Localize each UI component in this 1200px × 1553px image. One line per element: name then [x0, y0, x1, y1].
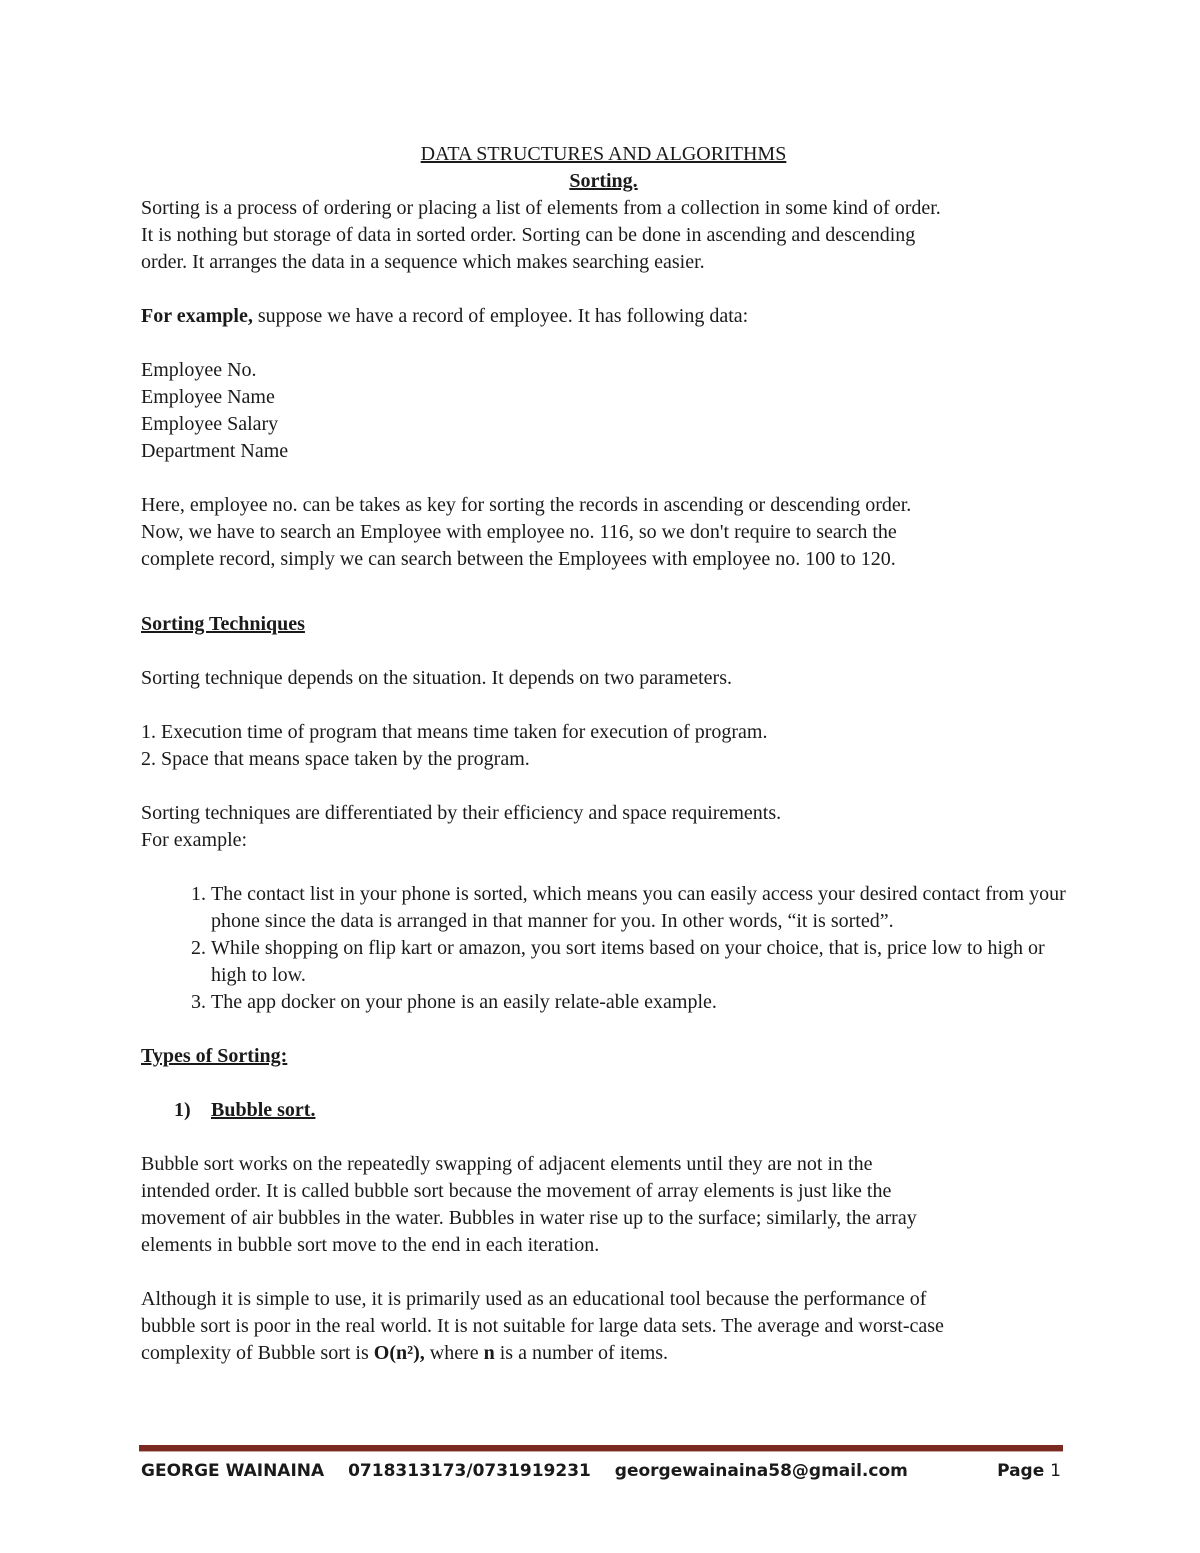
parameters-list — [141, 719, 1066, 773]
complexity-mid: where — [424, 1342, 484, 1364]
example-item: 3. The app docker on your phone is an easily relate-able example. — [211, 989, 1066, 1016]
type-number: 1) — [174, 1099, 191, 1121]
example-lead-bold: For example, — [141, 305, 253, 327]
document-subtitle: Sorting. — [569, 170, 638, 192]
bubble-paragraph-1 — [141, 1151, 1066, 1259]
footer-phones: 0718313173/0731919231 — [348, 1461, 591, 1481]
text-line: It is nothing but storage of data in sorted order. Sorting can be done in ascending and descending — [141, 224, 916, 246]
footer-contact — [141, 1459, 926, 1483]
text-line: elements in bubble sort move to the end in each iteration. — [141, 1234, 600, 1256]
for-example-text: For example: — [141, 829, 248, 851]
page-number-value: 1 — [1050, 1461, 1061, 1481]
intro-paragraph — [141, 195, 1066, 276]
examples-list — [141, 881, 1066, 1016]
footer-divider — [139, 1445, 1063, 1452]
footer-author: GEORGE WAINAINA — [141, 1461, 325, 1481]
page-label: Page — [997, 1461, 1045, 1481]
text-line: intended order. It is called bubble sort because the movement of array elements is just like the — [141, 1180, 892, 1202]
complexity-line — [141, 1340, 1066, 1367]
text-line: movement of air bubbles in the water. Bubbles in water rise up to the surface; similarly, the array — [141, 1207, 917, 1229]
field-item: Employee Name — [141, 386, 275, 408]
page-footer — [141, 1459, 1061, 1483]
differentiated-text: Sorting techniques are differentiated by their efficiency and space requirements. — [141, 802, 782, 824]
document-title: DATA STRUCTURES AND ALGORITHMS — [420, 143, 787, 165]
example-lead-rest: suppose we have a record of employee. It has following data: — [252, 305, 749, 327]
complexity-notation: O(n²), — [373, 1342, 425, 1364]
field-item: Employee No. — [141, 359, 257, 381]
type-heading-bubble-sort — [141, 1097, 1066, 1124]
page-number — [997, 1459, 1061, 1483]
text-line: bubble sort is poor in the real world. It is not suitable for large data sets. The average and worst-case — [141, 1315, 944, 1337]
complexity-n: n — [483, 1342, 495, 1364]
type-label: Bubble sort. — [211, 1099, 316, 1121]
employee-fields-list — [141, 357, 1066, 465]
text-line: Sorting is a process of ordering or placing a list of elements from a collection in some kind of order. — [141, 197, 941, 219]
example-item: 2. While shopping on flip kart or amazon, you sort items based on your choice, that is, price low to high or high to low. — [211, 935, 1066, 989]
techniques-heading: Sorting Techniques — [141, 613, 305, 635]
example-item: 1. The contact list in your phone is sorted, which means you can easily access your desired contact from your phone since the data is arranged in that manner for you. In other words, “it is sorted”. — [211, 881, 1066, 935]
field-item: Employee Salary — [141, 413, 279, 435]
parameter-item: 1. Execution time of program that means time taken for execution of program. — [141, 721, 768, 743]
text-line: Although it is simple to use, it is primarily used as an educational tool because the performance of — [141, 1288, 927, 1310]
types-heading: Types of Sorting: — [141, 1045, 288, 1067]
document-body — [141, 140, 1066, 1367]
text-line: Here, employee no. can be takes as key for sorting the records in ascending or descending order. — [141, 494, 912, 516]
example-lead — [141, 303, 1066, 330]
key-paragraph — [141, 492, 1066, 573]
parameter-item: 2. Space that means space taken by the program. — [141, 748, 530, 770]
techniques-intro: Sorting technique depends on the situation. It depends on two parameters. — [141, 667, 732, 689]
text-line: order. It arranges the data in a sequence which makes searching easier. — [141, 251, 705, 273]
text-line: Bubble sort works on the repeatedly swapping of adjacent elements until they are not in the — [141, 1153, 873, 1175]
bubble-paragraph-2 — [141, 1286, 1066, 1367]
text-line: Now, we have to search an Employee with employee no. 116, so we don't require to search the — [141, 521, 897, 543]
field-item: Department Name — [141, 440, 289, 462]
complexity-pre: complexity of Bubble sort is — [141, 1342, 374, 1364]
footer-email: georgewainaina58@gmail.com — [614, 1461, 908, 1481]
text-line: complete record, simply we can search between the Employees with employee no. 100 to 120. — [141, 548, 896, 570]
complexity-post: is a number of items. — [494, 1342, 669, 1364]
